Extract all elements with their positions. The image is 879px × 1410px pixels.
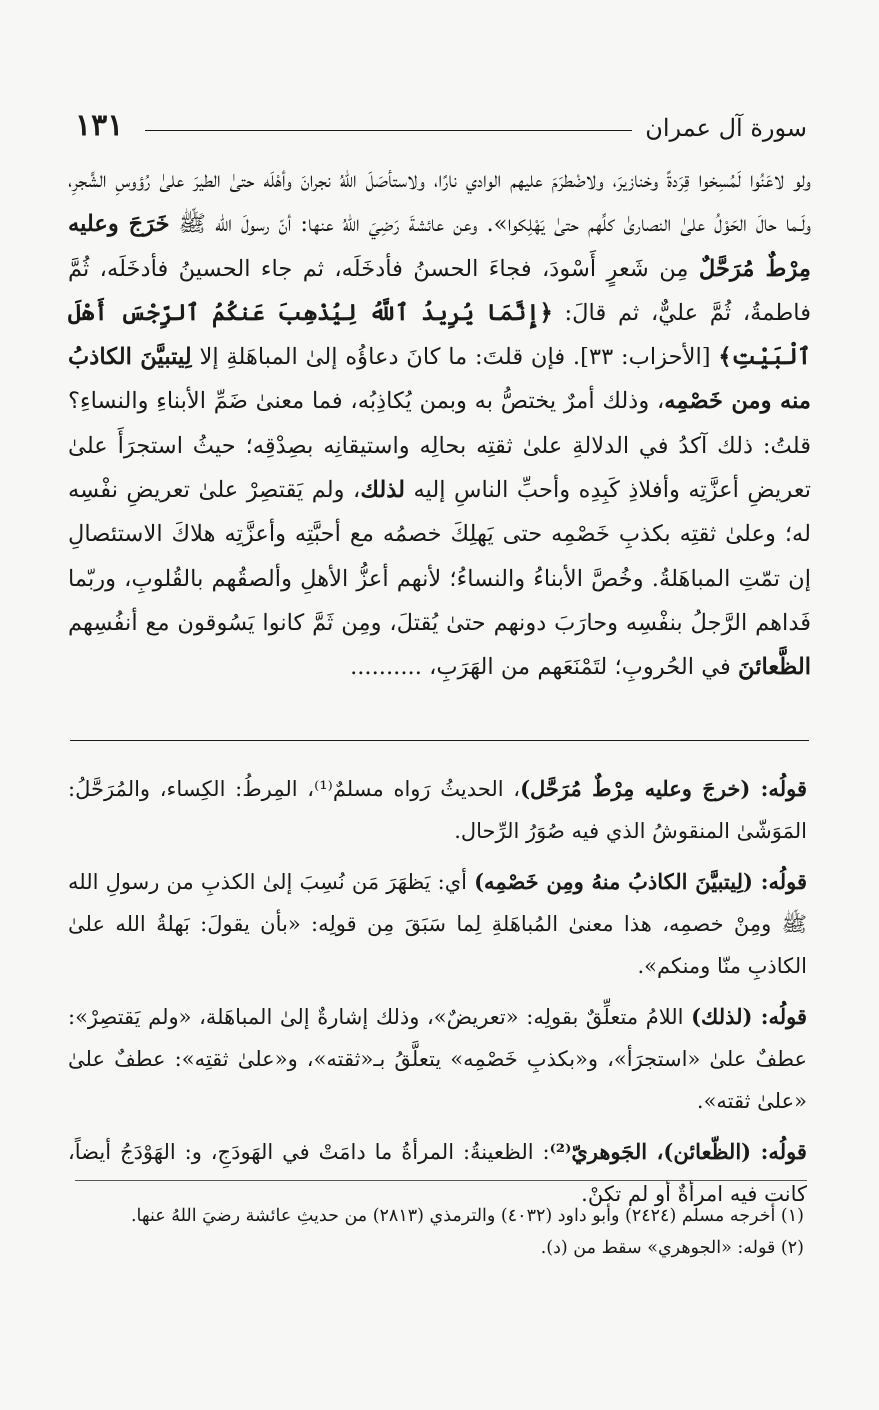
quran-verse: ﴿إِنَّمَا يُرِيدُ ٱللَّهُ لِيُذْهِبَ عَنكُمُ ٱلرِّجْسَ أَهْلَ ٱلْبَيْتِ﴾ <box>68 299 811 371</box>
main-text-segment: مِن شَعرٍ أَسْودَ، فجاءَ الحسنُ فأدخَلَه، ثم جاء الحسينُ فأدخَلَه، ثُمَّ فاطمةُ، ثُمَّ عليٌّ، ثم قالَ: <box>68 255 811 326</box>
commentary-text: اللامُ متعلِّقٌ بقولِه: «تعريضٌ»، وذلك إشارةٌ إلىٰ المباهَلة، «ولم يَقتصِرْ»: عطفٌ علىٰ «استجرَأ»، و«بكذبِ خَصْمِه» يتعلَّقُ بـ«ثقته»، و«علىٰ ثقتِه»: عطفٌ علىٰ «علىٰ ثقته». <box>68 1005 807 1113</box>
footnote-rule <box>75 1180 807 1181</box>
footnotes <box>75 1200 804 1264</box>
highlighted-phrase: لِيتبيَّنَ الكاذبُ منه ومن خَصْمِه <box>68 344 811 415</box>
commentary-section <box>68 768 807 1224</box>
main-text-segment: ولو لاعَنُوا لَمُسِخوا قِرَدةً وخنازيرَ، ولاضْطرَمَ عليهم الوادي نارًا، ولاستأصَلَ اللهُ نجرانَ وأهْلَه حتىٰ الطيرَ علىٰ رُؤوسِ الشَّجرِ، ولَـما حالَ الحَوْلُ علىٰ النصارىٰ كلِّهم حتىٰ يَهْلِكوا». وعن عائشةَ رَضِيَ اللهُ عنها: أنّ رسولَ الله ﷺ <box>68 167 812 238</box>
footnote: (١) أخرجه مسلم (٢٤٢٤) وأبو داود (٤٠٣٢) والترمذي (٢٨١٣) من حديثِ عائشة رضيَ اللهُ عنها. <box>130 1206 804 1226</box>
commentary-text: ، الحديثُ رَواه مسلمٌ⁽¹⁾، المِرطُ: الكِساء، والمُرَحَّلُ: المَوَشّىٰ المنقوشُ الذي فيه صُوَرُ الرِّحال. <box>68 777 807 843</box>
page-number: ١٣١ <box>75 108 124 143</box>
commentary-lead: قولُه: (لذلك) <box>691 1004 808 1029</box>
main-text-segment: [الأحزاب: ٣٣]. فإن قلتَ: ما كانَ دعاؤُه إلىٰ المباهَلةِ إلا <box>191 344 719 371</box>
hadith-quote: خَرَجَ وعليه مِرْطٌ مُرَحَّلٌ <box>68 211 811 282</box>
commentary-text: : الظعينةُ: المرأةُ ما دامَتْ في الهَودَجِ، و: الهَوْدَجُ أيضاً، كانت فيه امرأةٌ أو لم تكنْ. <box>68 1140 807 1206</box>
main-text-segment: ، ولم يَقتصِرْ علىٰ تعريضِ نفْسِه له؛ وعلىٰ ثقتِه بكذبِ خَصْمِه حتى يَهلِكَ خصمُه مع أحبَّتِه وأعزَّتِه هلاكَ الاستئصالِ إن تمّتِ المباهَلةُ. وخُصَّ الأبناءُ والنساءُ؛ لأنهم أعزُّ الأهلِ وألصقُهم بالقُلوبِ، وربّما فَداهم الرَّجلُ بنفْسِه وحارَبَ دونهم حتىٰ يُقتلَ، ومِن ثَمَّ كانوا يَسُوقون مع أنفُسِهم <box>68 477 811 636</box>
header-rule <box>145 130 632 131</box>
footnote: (٢) قوله: «الجوهري» سقط من (د). <box>540 1238 804 1258</box>
commentary-lead: قولُه: (خرجَ وعليه مِرْطٌ مُرَحَّل) <box>520 776 807 801</box>
commentary-text: أي: يَظهَرَ مَن نُسِبَ إلىٰ الكذبِ من رسولِ الله ﷺ ومِنْ خصمِه، هذا معنىٰ المُباهَلةِ لِما سَبَقَ مِن قولِه: «بأن يقولَ: بَهلةُ الله علىٰ الكاذبِ منّا ومنكم». <box>68 870 807 978</box>
commentary-lead: قولُه: (الظّعائن)، الجَوهريّ⁽²⁾ <box>549 1139 807 1164</box>
commentary-entry <box>68 996 807 1122</box>
section-divider <box>70 740 809 741</box>
highlighted-phrase: لذلك <box>360 477 405 504</box>
main-text-segment: في الحُروبِ؛ لتَمْنَعَهم من الهَرَبِ، .......... <box>350 654 739 681</box>
page-header <box>75 108 807 148</box>
main-text <box>68 158 811 690</box>
surah-title: سورة آل عمران <box>645 114 807 142</box>
commentary-entry <box>68 768 807 852</box>
commentary-lead: قولُه: (لِيتبيَّنَ الكاذبُ منهُ ومِن خَصْمِه) <box>474 869 807 894</box>
main-paragraph <box>68 158 811 690</box>
commentary-entry <box>68 861 807 987</box>
highlighted-phrase: الظَّعائنَ <box>738 654 811 681</box>
main-text-segment: ، وذلك أمرٌ يختصُّ به وبمن يُكاذِبُه، فما معنىٰ ضَمِّ الأبناءِ والنساءِ؟ قلتُ: ذلك آكدُ في الدلالةِ علىٰ ثقتِه بحالِه واستيقانِه بصِدْقِه؛ حيثُ استجرَأَ علىٰ تعريضِ أعزَّتِه وأفلاذِ كَبِدِه وأحبِّ الناسِ إليه <box>68 388 812 504</box>
